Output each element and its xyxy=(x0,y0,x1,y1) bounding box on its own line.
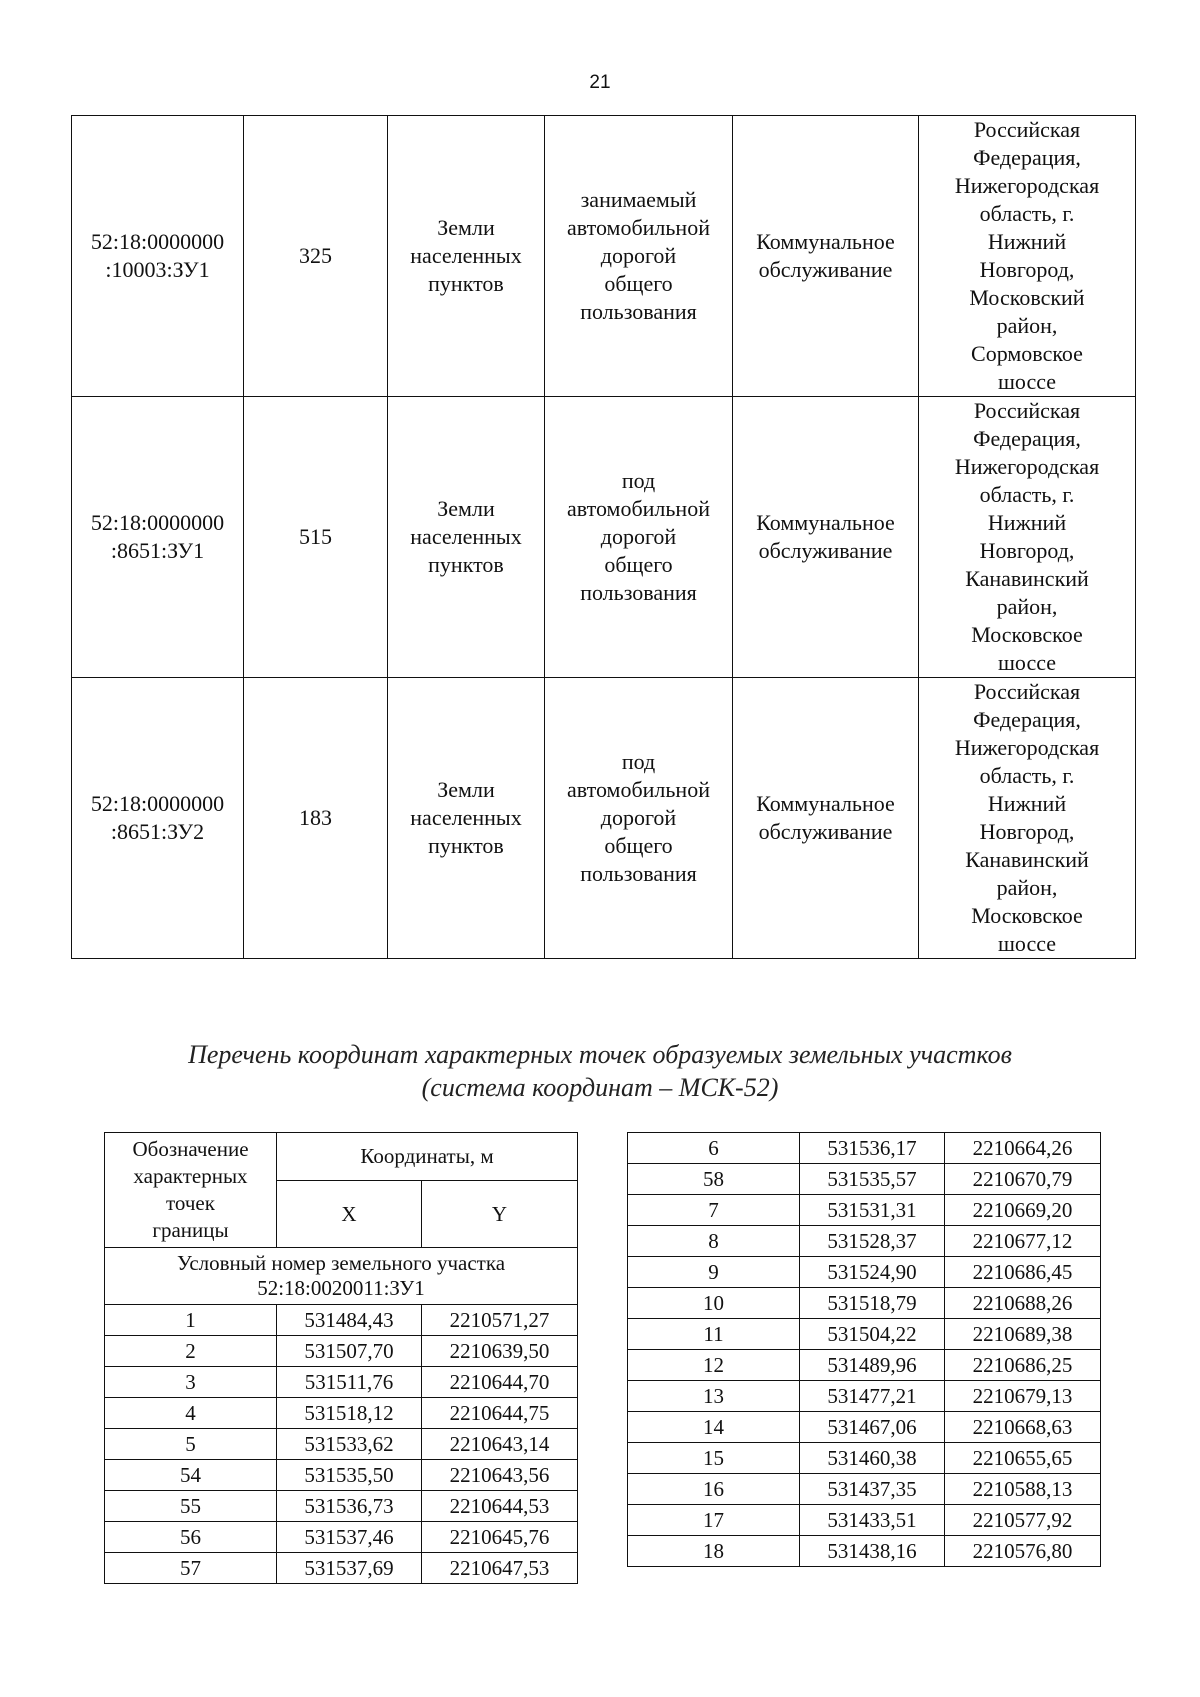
coordinate-row xyxy=(628,1412,1101,1443)
point-label-header xyxy=(105,1133,277,1248)
point-number-cell: 14 xyxy=(628,1412,800,1443)
cell-line: :10003:ЗУ1 xyxy=(105,257,210,282)
coordinate-row xyxy=(628,1536,1101,1567)
point-number-cell: 57 xyxy=(105,1553,277,1584)
coordinates-table-left xyxy=(104,1132,578,1584)
point-number-cell: 11 xyxy=(628,1319,800,1350)
y-axis-header: Y xyxy=(422,1181,578,1248)
coordinate-row xyxy=(628,1195,1101,1226)
x-value-cell: 531518,79 xyxy=(800,1288,945,1319)
x-value-cell: 531484,43 xyxy=(277,1305,422,1336)
page-number: 21 xyxy=(589,72,611,93)
address-cell xyxy=(919,116,1136,397)
coordinates-heading-line-1: Перечень координат характерных точек образуемых земельных участков xyxy=(188,1040,1012,1069)
cell-line: :8651:ЗУ1 xyxy=(110,538,205,563)
cell-line: Нижегородская xyxy=(954,735,1100,760)
cell-line: Новгород, xyxy=(979,819,1075,844)
parcel-label-line: Условный номер земельного участка xyxy=(176,1251,506,1275)
cell-line: 52:18:0000000 xyxy=(90,510,225,535)
cell-line: 52:18:0000000 xyxy=(90,791,225,816)
y-value-cell: 2210686,25 xyxy=(945,1350,1101,1381)
x-value-cell: 531489,96 xyxy=(800,1350,945,1381)
x-value-cell: 531460,38 xyxy=(800,1443,945,1474)
coordinate-row xyxy=(628,1257,1101,1288)
coordinate-row xyxy=(105,1398,578,1429)
point-number-cell: 55 xyxy=(105,1491,277,1522)
coordinates-table-right xyxy=(627,1132,1101,1567)
x-value-cell: 531528,37 xyxy=(800,1226,945,1257)
cell-line: Нижний xyxy=(987,510,1067,535)
point-number-cell: 18 xyxy=(628,1536,800,1567)
cell-line: Земли xyxy=(437,777,495,802)
coordinate-row xyxy=(628,1505,1101,1536)
cell-line: Новгород, xyxy=(979,538,1075,563)
permitted-use-cell xyxy=(733,678,919,959)
parcel-label xyxy=(105,1248,578,1305)
parcel-row xyxy=(72,116,1136,397)
coordinate-row xyxy=(105,1367,578,1398)
cell-line: обслуживание xyxy=(758,819,893,844)
y-value-cell: 2210688,26 xyxy=(945,1288,1101,1319)
cell-line: Нижний xyxy=(987,229,1067,254)
cell-line: дорогой xyxy=(600,805,677,830)
coordinate-row xyxy=(628,1381,1101,1412)
cell-line: обслуживание xyxy=(758,538,893,563)
coordinate-row xyxy=(105,1553,578,1584)
cell-line: Земли xyxy=(437,496,495,521)
y-value-cell: 2210669,20 xyxy=(945,1195,1101,1226)
area-cell: 183 xyxy=(244,678,388,959)
cell-line: 52:18:0000000 xyxy=(90,229,225,254)
cell-line: дорогой xyxy=(600,243,677,268)
parcels-table-body xyxy=(72,116,1136,959)
point-number-cell: 8 xyxy=(628,1226,800,1257)
coordinate-row xyxy=(105,1522,578,1553)
coordinates-header-row xyxy=(105,1133,578,1181)
y-value-cell: 2210689,38 xyxy=(945,1319,1101,1350)
address-cell xyxy=(919,397,1136,678)
x-value-cell: 531518,12 xyxy=(277,1398,422,1429)
x-value-cell: 531437,35 xyxy=(800,1474,945,1505)
cell-line: занимаемый xyxy=(580,187,697,212)
y-value-cell: 2210571,27 xyxy=(422,1305,578,1336)
point-number-cell: 7 xyxy=(628,1195,800,1226)
x-value-cell: 531531,31 xyxy=(800,1195,945,1226)
cadastral-number-cell xyxy=(72,397,244,678)
x-value-cell: 531536,17 xyxy=(800,1133,945,1164)
cell-line: Новгород, xyxy=(979,257,1075,282)
y-value-cell: 2210664,26 xyxy=(945,1133,1101,1164)
coordinates-label-header: Координаты, м xyxy=(277,1133,578,1181)
y-value-cell: 2210644,53 xyxy=(422,1491,578,1522)
cell-line: Федерация, xyxy=(973,145,1081,170)
x-value-cell: 531537,69 xyxy=(277,1553,422,1584)
parcels-table xyxy=(71,115,1136,959)
x-value-cell: 531477,21 xyxy=(800,1381,945,1412)
purpose-cell xyxy=(545,678,733,959)
cell-line: общего xyxy=(604,833,673,858)
cell-line: Нижегородская xyxy=(954,173,1100,198)
point-number-cell: 3 xyxy=(105,1367,277,1398)
cell-line: Земли xyxy=(437,215,495,240)
cell-line: область, г. xyxy=(979,201,1075,226)
coordinate-row xyxy=(628,1226,1101,1257)
point-number-cell: 6 xyxy=(628,1133,800,1164)
cadastral-number-cell xyxy=(72,678,244,959)
cell-line: под xyxy=(621,749,656,774)
cell-line: Коммунальное xyxy=(756,791,895,816)
permitted-use-cell xyxy=(733,116,919,397)
y-value-cell: 2210677,12 xyxy=(945,1226,1101,1257)
cell-line: обслуживание xyxy=(758,257,893,282)
cell-line: :8651:ЗУ2 xyxy=(110,819,205,844)
coordinate-row xyxy=(628,1474,1101,1505)
coordinate-row xyxy=(628,1133,1101,1164)
cell-line: Российская xyxy=(973,117,1081,142)
y-value-cell: 2210655,65 xyxy=(945,1443,1101,1474)
cell-line: пользования xyxy=(580,861,697,886)
x-value-cell: 531504,22 xyxy=(800,1319,945,1350)
parcel-row xyxy=(72,678,1136,959)
x-axis-header: X xyxy=(277,1181,422,1248)
cell-line: район, xyxy=(996,594,1058,619)
x-value-cell: 531524,90 xyxy=(800,1257,945,1288)
point-number-cell: 54 xyxy=(105,1460,277,1491)
cell-line: пунктов xyxy=(428,552,504,577)
cell-line: Коммунальное xyxy=(756,510,895,535)
point-label-line: Обозначение xyxy=(132,1137,249,1161)
point-number-cell: 16 xyxy=(628,1474,800,1505)
area-cell: 325 xyxy=(244,116,388,397)
cell-line: Российская xyxy=(973,679,1081,704)
point-number-cell: 4 xyxy=(105,1398,277,1429)
permitted-use-cell xyxy=(733,397,919,678)
y-value-cell: 2210644,70 xyxy=(422,1367,578,1398)
cell-line: район, xyxy=(996,875,1058,900)
y-value-cell: 2210643,14 xyxy=(422,1429,578,1460)
parcel-label-row xyxy=(105,1248,578,1305)
x-value-cell: 531507,70 xyxy=(277,1336,422,1367)
address-cell xyxy=(919,678,1136,959)
land-category-cell xyxy=(388,678,545,959)
x-value-cell: 531433,51 xyxy=(800,1505,945,1536)
coordinate-row xyxy=(105,1460,578,1491)
coordinate-row xyxy=(105,1336,578,1367)
cell-line: населенных xyxy=(410,243,522,268)
land-category-cell xyxy=(388,397,545,678)
point-number-cell: 5 xyxy=(105,1429,277,1460)
purpose-cell xyxy=(545,397,733,678)
cell-line: населенных xyxy=(410,805,522,830)
cell-line: Федерация, xyxy=(973,707,1081,732)
parcel-label-line: 52:18:0020011:ЗУ1 xyxy=(257,1276,425,1300)
coordinate-row xyxy=(105,1491,578,1522)
cell-line: дорогой xyxy=(600,524,677,549)
x-value-cell: 531533,62 xyxy=(277,1429,422,1460)
cell-line: Московское xyxy=(971,622,1083,647)
coordinate-row xyxy=(628,1164,1101,1195)
y-value-cell: 2210679,13 xyxy=(945,1381,1101,1412)
point-number-cell: 13 xyxy=(628,1381,800,1412)
coordinate-row xyxy=(628,1443,1101,1474)
cell-line: район, xyxy=(996,313,1058,338)
cell-line: общего xyxy=(604,271,673,296)
coordinates-heading-line-2: (система координат – МСК-52) xyxy=(421,1073,779,1102)
cell-line: Федерация, xyxy=(973,426,1081,451)
cell-line: шоссе xyxy=(997,931,1057,956)
coordinate-row xyxy=(105,1429,578,1460)
x-value-cell: 531467,06 xyxy=(800,1412,945,1443)
point-number-cell: 2 xyxy=(105,1336,277,1367)
point-number-cell: 10 xyxy=(628,1288,800,1319)
land-category-cell xyxy=(388,116,545,397)
cell-line: Московский xyxy=(969,285,1085,310)
x-value-cell: 531511,76 xyxy=(277,1367,422,1398)
y-value-cell: 2210644,75 xyxy=(422,1398,578,1429)
cell-line: шоссе xyxy=(997,650,1057,675)
y-value-cell: 2210645,76 xyxy=(422,1522,578,1553)
point-number-cell: 1 xyxy=(105,1305,277,1336)
point-number-cell: 58 xyxy=(628,1164,800,1195)
cell-line: Сормовское xyxy=(971,341,1083,366)
cell-line: пользования xyxy=(580,580,697,605)
cell-line: Коммунальное xyxy=(756,229,895,254)
y-value-cell: 2210647,53 xyxy=(422,1553,578,1584)
cell-line: Канавинский xyxy=(965,566,1089,591)
coordinate-row xyxy=(105,1305,578,1336)
purpose-cell xyxy=(545,116,733,397)
coordinate-row xyxy=(628,1350,1101,1381)
cell-line: пунктов xyxy=(428,833,504,858)
cell-line: Нижегородская xyxy=(954,454,1100,479)
cell-line: шоссе xyxy=(997,369,1057,394)
y-value-cell: 2210588,13 xyxy=(945,1474,1101,1505)
cell-line: область, г. xyxy=(979,482,1075,507)
cell-line: автомобильной xyxy=(567,777,710,802)
x-value-cell: 531537,46 xyxy=(277,1522,422,1553)
x-value-cell: 531438,16 xyxy=(800,1536,945,1567)
y-value-cell: 2210668,63 xyxy=(945,1412,1101,1443)
point-label-line: границы xyxy=(152,1218,229,1242)
x-value-cell: 531535,57 xyxy=(800,1164,945,1195)
coordinate-row xyxy=(628,1288,1101,1319)
cell-line: под xyxy=(621,468,656,493)
y-value-cell: 2210643,56 xyxy=(422,1460,578,1491)
cell-line: Нижний xyxy=(987,791,1067,816)
cell-line: автомобильной xyxy=(567,496,710,521)
coordinates-heading xyxy=(0,1038,1200,1104)
point-number-cell: 15 xyxy=(628,1443,800,1474)
area-cell: 515 xyxy=(244,397,388,678)
point-label-line: точек xyxy=(166,1191,215,1215)
y-value-cell: 2210686,45 xyxy=(945,1257,1101,1288)
y-value-cell: 2210670,79 xyxy=(945,1164,1101,1195)
point-number-cell: 17 xyxy=(628,1505,800,1536)
y-value-cell: 2210577,92 xyxy=(945,1505,1101,1536)
coordinates-table-right-body xyxy=(628,1133,1101,1567)
parcel-row xyxy=(72,397,1136,678)
cadastral-number-cell xyxy=(72,116,244,397)
cell-line: общего xyxy=(604,552,673,577)
cell-line: населенных xyxy=(410,524,522,549)
cell-line: область, г. xyxy=(979,763,1075,788)
cell-line: Московское xyxy=(971,903,1083,928)
cell-line: Российская xyxy=(973,398,1081,423)
point-label-line: характерных xyxy=(133,1164,248,1188)
cell-line: Канавинский xyxy=(965,847,1089,872)
point-number-cell: 56 xyxy=(105,1522,277,1553)
point-number-cell: 9 xyxy=(628,1257,800,1288)
coordinates-table-left-body xyxy=(105,1133,578,1584)
cell-line: пунктов xyxy=(428,271,504,296)
y-value-cell: 2210576,80 xyxy=(945,1536,1101,1567)
x-value-cell: 531536,73 xyxy=(277,1491,422,1522)
x-value-cell: 531535,50 xyxy=(277,1460,422,1491)
cell-line: автомобильной xyxy=(567,215,710,240)
cell-line: пользования xyxy=(580,299,697,324)
y-value-cell: 2210639,50 xyxy=(422,1336,578,1367)
point-number-cell: 12 xyxy=(628,1350,800,1381)
coordinate-row xyxy=(628,1319,1101,1350)
